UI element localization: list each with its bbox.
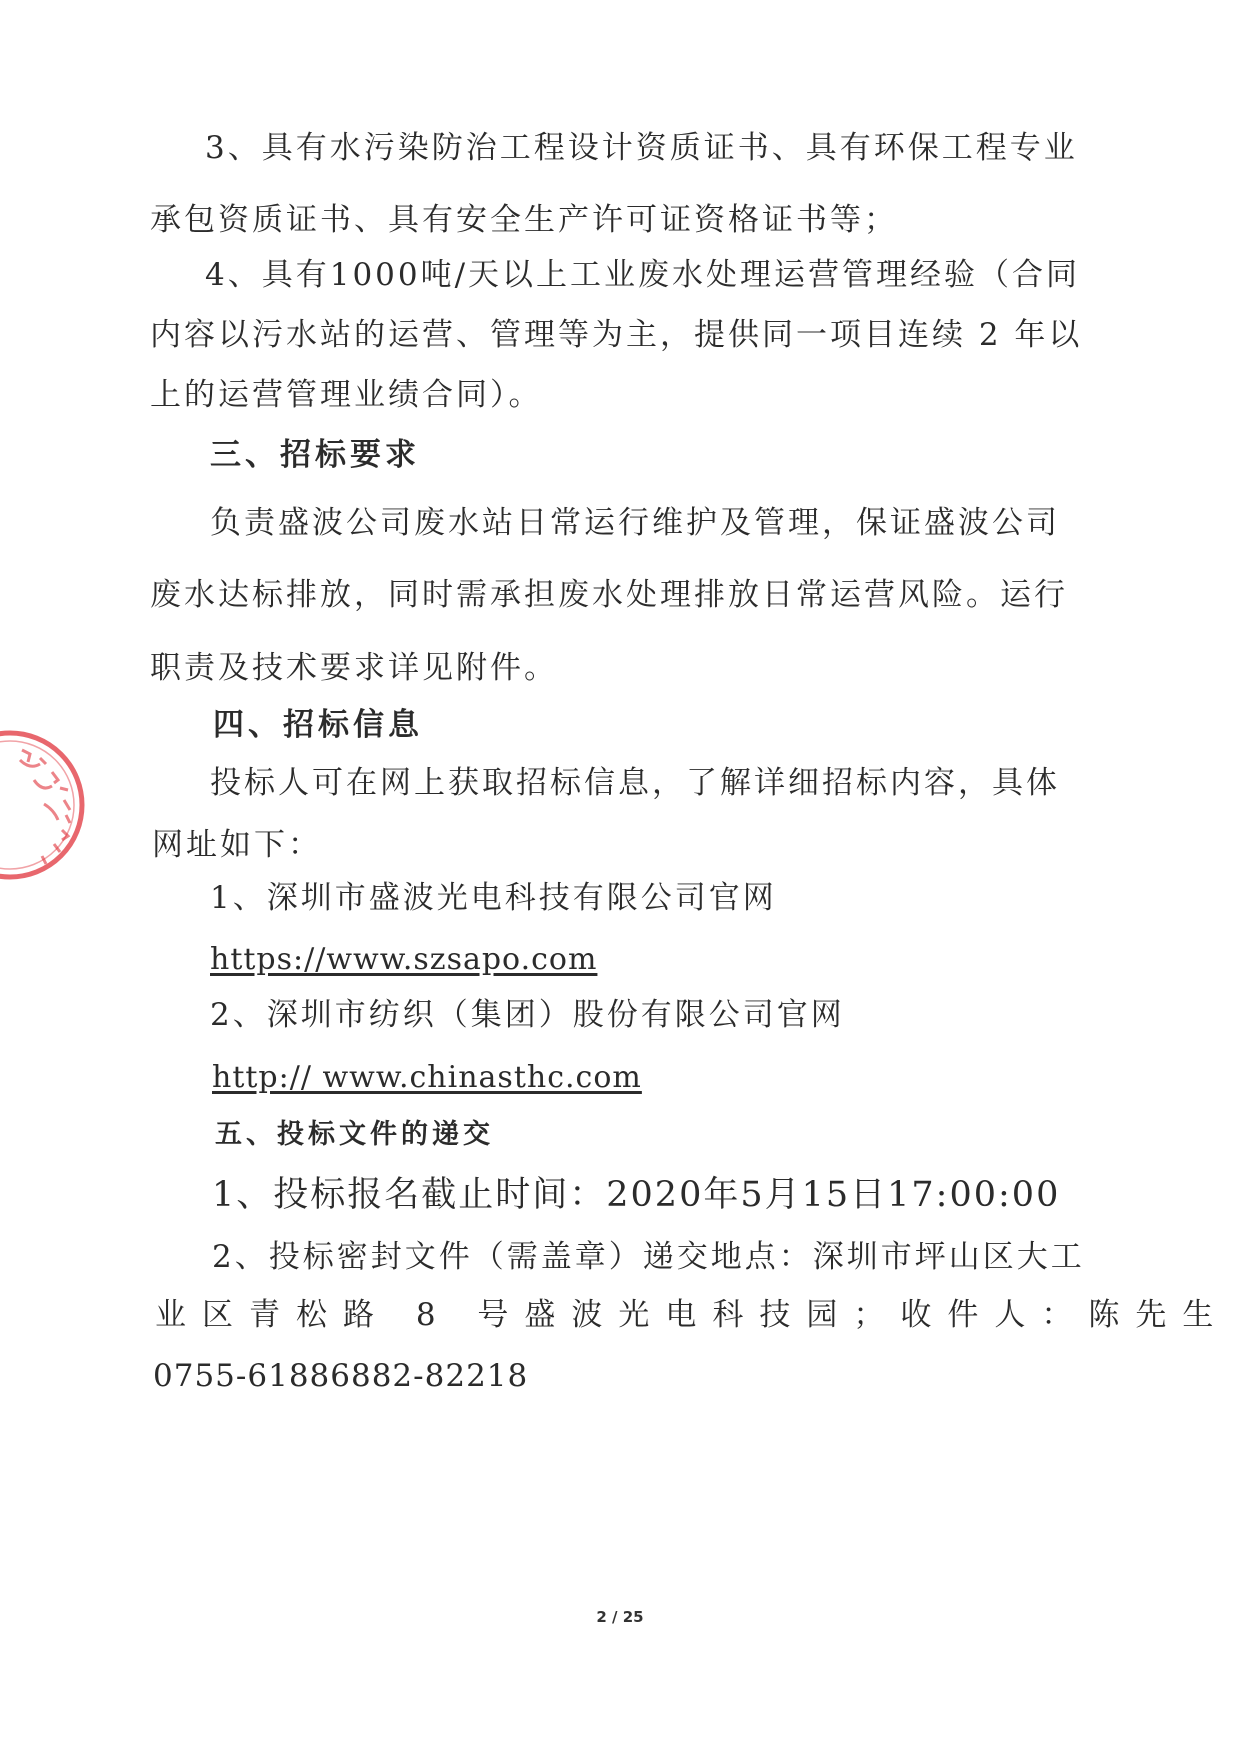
qualification-item-3-cont: 承包资质证书、具有安全生产许可证资格证书等； [150,202,898,238]
section-heading-4: 四、招标信息 [213,707,423,743]
delivery-address-line-2: 业区青松路 8 号盛波光电科技园；收件人：陈先生 [155,1297,1230,1333]
website-2-label: 2、深圳市纺织（集团）股份有限公司官网 [210,997,845,1033]
requirements-paragraph-3: 职责及技术要求详见附件。 [150,650,558,686]
company-seal-icon [0,720,130,900]
qualification-item-3: 3、具有水污染防治工程设计资质证书、具有环保工程专业 [205,130,1078,166]
deadline-line: 1、投标报名截止时间：2020年5月15日17:00:00 [212,1175,1061,1215]
page-number: 2 / 25 [596,1608,644,1626]
info-paragraph-1: 投标人可在网上获取招标信息，了解详细招标内容，具体 [210,765,1060,801]
section-heading-3: 三、招标要求 [210,437,420,473]
qualification-item-4: 4、具有1000吨/天以上工业废水处理运营管理经验（合同 [205,257,1081,293]
website-2-link[interactable]: http:// www.chinasthc.com [212,1060,642,1095]
requirements-paragraph-1: 负责盛波公司废水站日常运行维护及管理，保证盛波公司 [210,505,1060,541]
website-1-link[interactable]: https://www.szsapo.com [210,942,598,977]
website-1-label: 1、深圳市盛波光电科技有限公司官网 [210,880,777,916]
delivery-address-line-1: 2、投标密封文件（需盖章）递交地点：深圳市坪山区大工 [212,1239,1085,1275]
qualification-item-4-cont1: 内容以污水站的运营、管理等为主，提供同一项目连续 2 年以 [150,317,1083,353]
contact-phone: 0755-61886882-82218 [153,1358,529,1394]
section-heading-5: 五、投标文件的递交 [215,1119,494,1150]
info-paragraph-2: 网址如下： [152,827,322,863]
requirements-paragraph-2: 废水达标排放，同时需承担废水处理排放日常运营风险。运行 [150,577,1068,613]
qualification-item-4-cont2: 上的运营管理业绩合同）。 [150,377,543,413]
